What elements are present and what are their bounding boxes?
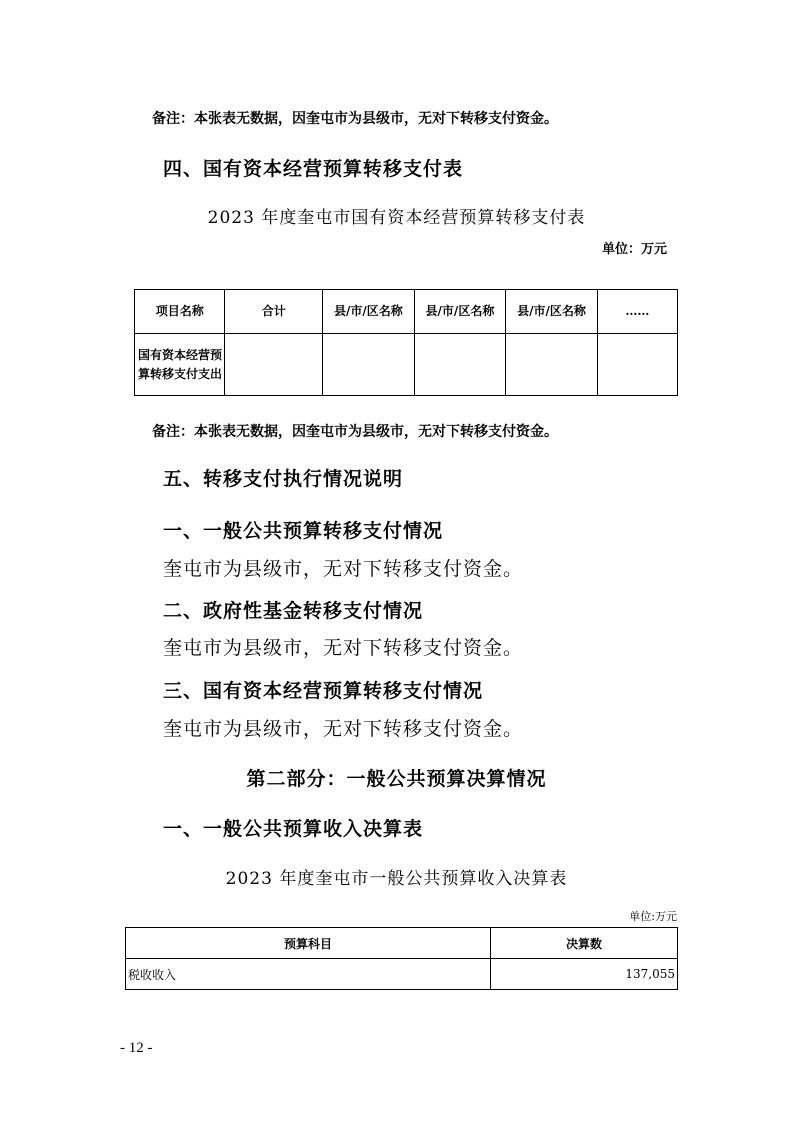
header-cell-total: 合计 xyxy=(225,290,323,334)
table-row xyxy=(126,959,678,990)
part-title: 第二部分：一般公共预算决算情况 xyxy=(246,768,547,790)
header-cell-project: 项目名称 xyxy=(135,290,225,334)
body-paragraph: 奎屯市为县级市，无对下转移支付资金。 xyxy=(163,718,524,740)
header-cell-county: 县/市/区名称 xyxy=(323,290,415,334)
section-title: 一、一般公共预算收入决算表 xyxy=(163,818,424,840)
revenue-table xyxy=(125,927,678,990)
subsection-title: 二、政府性基金转移支付情况 xyxy=(163,600,424,622)
table-cell xyxy=(506,334,598,396)
header-cell-county: 县/市/区名称 xyxy=(506,290,598,334)
note-no-data: 备注：本张表无数据，因奎屯市为县级市，无对下转移支付资金。 xyxy=(152,424,558,440)
unit-label: 单位：万元 xyxy=(601,242,667,257)
row-value-cell: 137,055 xyxy=(491,959,678,990)
subsection-title: 一、一般公共预算转移支付情况 xyxy=(163,520,444,542)
unit-label: 单位:万元 xyxy=(629,910,677,923)
header-cell-amount: 决算数 xyxy=(491,928,678,959)
row-name-cell: 税收收入 xyxy=(126,959,491,990)
row-label-cell: 国有资本经营预算转移支付支出 xyxy=(135,334,225,396)
section-title: 四、国有资本经营预算转移支付表 xyxy=(163,158,464,180)
section-title: 五、转移支付执行情况说明 xyxy=(163,468,404,490)
table-cell xyxy=(225,334,323,396)
header-cell-ellipsis: …… xyxy=(597,290,677,334)
note-no-data: 备注：本张表无数据，因奎屯市为县级市，无对下转移支付资金。 xyxy=(152,111,558,127)
table-caption: 2023 年度奎屯市国有资本经营预算转移支付表 xyxy=(207,208,586,228)
body-paragraph: 奎屯市为县级市，无对下转移支付资金。 xyxy=(163,558,524,580)
body-paragraph: 奎屯市为县级市，无对下转移支付资金。 xyxy=(163,637,524,659)
header-cell-subject: 预算科目 xyxy=(126,928,491,959)
header-cell-county: 县/市/区名称 xyxy=(414,290,506,334)
table-caption: 2023 年度奎屯市一般公共预算收入决算表 xyxy=(225,869,568,889)
subsection-title: 三、国有资本经营预算转移支付情况 xyxy=(163,680,484,702)
table-cell xyxy=(597,334,677,396)
transfer-payment-table xyxy=(134,289,678,396)
table-cell xyxy=(414,334,506,396)
table-cell xyxy=(323,334,415,396)
page-number: - 12 - xyxy=(120,1040,153,1056)
